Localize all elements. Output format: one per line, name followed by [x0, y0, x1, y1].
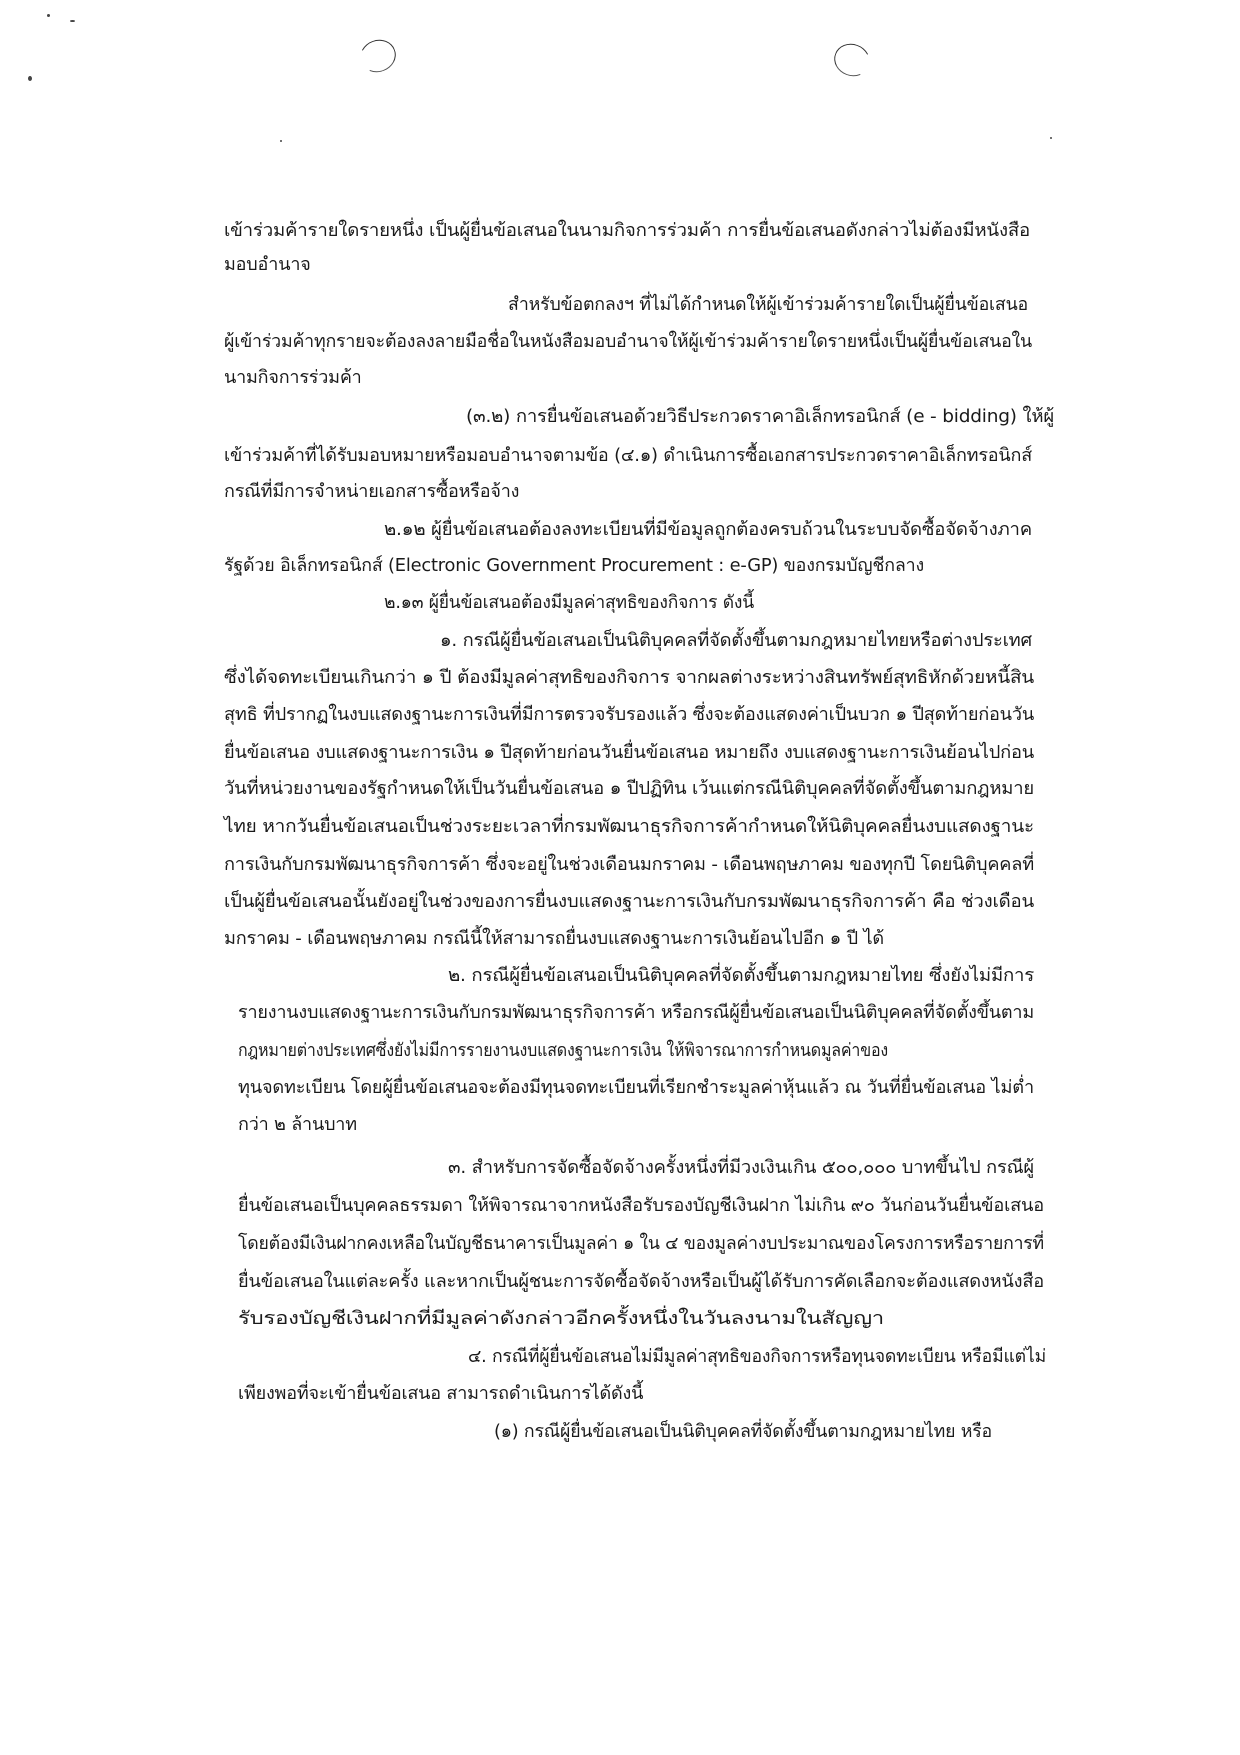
text-line: การเงินกับกรมพัฒนาธุรกิจการค้า ซึ่งจะอยู่ในช่วงเดือนมกราคม - เดือนพฤษภาคม ของทุกปี โดยนิติบุคคลที่ [224, 854, 1034, 875]
text-line: กฎหมายต่างประเทศซึ่งยังไม่มีการรายงานงบแสดงฐานะการเงิน ให้พิจารณาการกำหนดมูลค่าของ [238, 1040, 888, 1061]
text-line: กว่า ๒ ล้านบาท [238, 1114, 357, 1135]
text-line: ยื่นข้อเสนอ งบแสดงฐานะการเงิน ๑ ปีสุดท้ายก่อนวันยื่นข้อเสนอ หมายถึง งบแสดงฐานะการเงินย้อนไปก่อน [224, 742, 1034, 763]
text-line: เข้าร่วมค้าที่ได้รับมอบหมายหรือมอบอำนาจตามข้อ (๔.๑) ดำเนินการซื้อเอกสารประกวดราคาอิเล็กทรอนิกส์ [224, 445, 1032, 466]
text-line: ทุนจดทะเบียน โดยผู้ยื่นข้อเสนอจะต้องมีทุนจดทะเบียนที่เรียกชำระมูลค่าหุ้นแล้ว ณ วันที่ยื่นข้อเสนอ ไม่ต่ำ [238, 1077, 1034, 1098]
text-line: มอบอำนาจ [224, 254, 311, 275]
text-line: เป็นผู้ยื่นข้อเสนอนั้นยังอยู่ในช่วงของการยื่นงบแสดงฐานะการเงินกับกรมพัฒนาธุรกิจการค้า คือ ช่วงเดือน [224, 891, 1034, 912]
punch-hole-mark [356, 35, 401, 77]
text-line: (๓.๒) การยื่นข้อเสนอด้วยวิธีประกวดราคาอิเล็กทรอนิกส์ (e - bidding) ให้ผู้ [466, 406, 1054, 427]
text-line: โดยต้องมีเงินฝากคงเหลือในบัญชีธนาคารเป็นมูลค่า ๑ ใน ๔ ของมูลค่างบประมาณของโครงการหรือรายการที่ [238, 1233, 1044, 1254]
text-line: กรณีที่มีการจำหน่ายเอกสารซื้อหรือจ้าง [224, 481, 520, 502]
text-line: ซึ่งได้จดทะเบียนเกินกว่า ๑ ปี ต้องมีมูลค่าสุทธิของกิจการ จากผลต่างระหว่างสินทรัพย์สุทธิหักด้วยหนี้สิน [224, 667, 1034, 688]
text-line: สำหรับข้อตกลงฯ ที่ไม่ได้กำหนดให้ผู้เข้าร่วมค้ารายใดเป็นผู้ยื่นข้อเสนอ [508, 294, 1028, 315]
punch-hole-mark [830, 39, 875, 81]
text-line: ยื่นข้อเสนอในแต่ละครั้ง และหากเป็นผู้ชนะการจัดซื้อจัดจ้างหรือเป็นผู้ได้รับการคัดเลือกจะต้องแสดงหนังสือ [238, 1271, 1044, 1292]
text-line: ๔. กรณีที่ผู้ยื่นข้อเสนอไม่มีมูลค่าสุทธิของกิจการหรือทุนจดทะเบียน หรือมีแต่ไม่ [468, 1346, 1046, 1367]
scan-speck [47, 14, 50, 17]
scan-speck [70, 20, 75, 22]
text-line: รัฐด้วย อิเล็กทรอนิกส์ (Electronic Government Procurement : e-GP) ของกรมบัญชีกลาง [224, 555, 924, 576]
scan-speck [1050, 137, 1052, 139]
text-line: รายงานงบแสดงฐานะการเงินกับกรมพัฒนาธุรกิจการค้า หรือกรณีผู้ยื่นข้อเสนอเป็นนิติบุคคลที่จัดตั้งขึ้นตาม [238, 1002, 1034, 1023]
text-line: ๑. กรณีผู้ยื่นข้อเสนอเป็นนิติบุคคลที่จัดตั้งขึ้นตามกฎหมายไทยหรือต่างประเทศ [440, 630, 1032, 651]
text-line: ๒. กรณีผู้ยื่นข้อเสนอเป็นนิติบุคคลที่จัดตั้งขึ้นตามกฎหมายไทย ซึ่งยังไม่มีการ [448, 965, 1034, 986]
text-line: สุทธิ ที่ปรากฏในงบแสดงฐานะการเงินที่มีการตรวจรับรองแล้ว ซึ่งจะต้องแสดงค่าเป็นบวก ๑ ปีสุดท้ายก่อนวัน [224, 704, 1034, 725]
text-line: ไทย หากวันยื่นข้อเสนอเป็นช่วงระยะเวลาที่กรมพัฒนาธุรกิจการค้ากำหนดให้นิติบุคคลยื่นงบแสดงฐานะ [224, 816, 1034, 837]
text-line: ยื่นข้อเสนอเป็นบุคคลธรรมดา ให้พิจารณาจากหนังสือรับรองบัญชีเงินฝาก ไม่เกิน ๙๐ วันก่อนวันยื่นข้อเสนอ [238, 1195, 1044, 1216]
text-line: เข้าร่วมค้ารายใดรายหนึ่ง เป็นผู้ยื่นข้อเสนอในนามกิจการร่วมค้า การยื่นข้อเสนอดังกล่าวไม่ต้องมีหนังสือ [224, 220, 1030, 241]
text-line: มกราคม - เดือนพฤษภาคม กรณีนี้ให้สามารถยื่นงบแสดงฐานะการเงินย้อนไปอีก ๑ ปี ได้ [224, 928, 884, 949]
text-line: รับรองบัญชีเงินฝากที่มีมูลค่าดังกล่าวอีกครั้งหนึ่งในวันลงนามในสัญญา [238, 1308, 884, 1329]
text-line: นามกิจการร่วมค้า [224, 367, 362, 388]
text-line: ๓. สำหรับการจัดซื้อจัดจ้างครั้งหนึ่งที่มีวงเงินเกิน ๕๐๐,๐๐๐ บาทขึ้นไป กรณีผู้ [448, 1157, 1034, 1178]
text-line: (๑) กรณีผู้ยื่นข้อเสนอเป็นนิติบุคคลที่จัดตั้งขึ้นตามกฎหมายไทย หรือ [494, 1421, 992, 1442]
text-line: ๒.๑๓ ผู้ยื่นข้อเสนอต้องมีมูลค่าสุทธิของกิจการ ดังนี้ [384, 592, 754, 613]
text-line: เพียงพอที่จะเข้ายื่นข้อเสนอ สามารถดำเนินการได้ดังนี้ [238, 1383, 644, 1404]
text-line: ผู้เข้าร่วมค้าทุกรายจะต้องลงลายมือชื่อในหนังสือมอบอำนาจให้ผู้เข้าร่วมค้ารายใดรายหนึ่งเป็นผู้ยื่นข้อเสนอใน [224, 331, 1032, 352]
text-line: วันที่หน่วยงานของรัฐกำหนดให้เป็นวันยื่นข้อเสนอ ๑ ปีปฏิทิน เว้นแต่กรณีนิติบุคคลที่จัดตั้งขึ้นตามกฎหมาย [224, 778, 1034, 799]
text-line: ๒.๑๒ ผู้ยื่นข้อเสนอต้องลงทะเบียนที่มีข้อมูลถูกต้องครบถ้วนในระบบจัดซื้อจัดจ้างภาค [384, 519, 1032, 540]
scan-speck [280, 140, 282, 142]
scan-speck [28, 76, 32, 81]
